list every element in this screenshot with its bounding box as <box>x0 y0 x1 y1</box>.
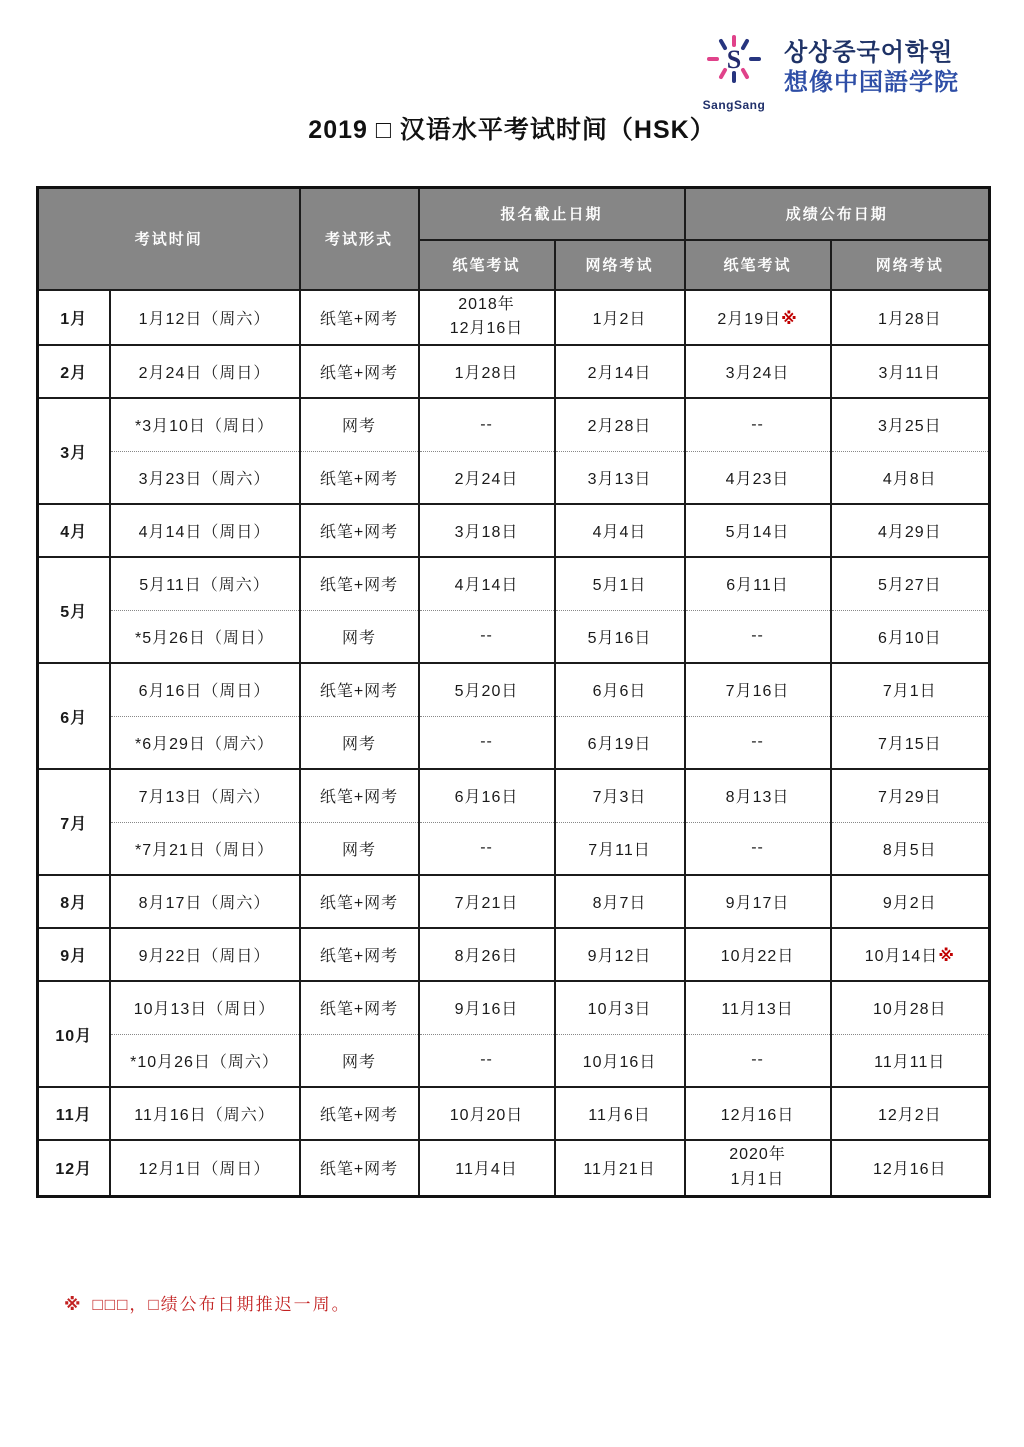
pub-net-cell: 6月10日 <box>831 610 990 663</box>
form-cell: 纸笔+网考 <box>300 875 419 928</box>
pub-paper-cell: -- <box>685 716 831 769</box>
pub-net-cell: 4月29日 <box>831 504 990 557</box>
reg-paper-cell: 7月21日 <box>419 875 555 928</box>
asterisk-mark: ※ <box>938 948 955 966</box>
pub-net-cell: 9月2日 <box>831 875 990 928</box>
pub-net-cell: 7月15日 <box>831 716 990 769</box>
logo-names <box>784 34 959 98</box>
month-cell: 3月 <box>38 398 110 504</box>
form-cell: 网考 <box>300 610 419 663</box>
date-cell: *6月29日（周六） <box>110 716 300 769</box>
date-cell: *3月10日（周日） <box>110 398 300 451</box>
form-cell: 纸笔+网考 <box>300 504 419 557</box>
table-row <box>38 398 990 451</box>
form-cell: 网考 <box>300 716 419 769</box>
pub-net-cell: 5月27日 <box>831 557 990 610</box>
footnote <box>64 1290 351 1315</box>
form-cell: 纸笔+网考 <box>300 290 419 346</box>
reg-paper-cell: 5月20日 <box>419 663 555 716</box>
school-logo <box>700 34 959 112</box>
table-row <box>38 451 990 504</box>
date-cell: 10月13日（周日） <box>110 981 300 1034</box>
table-row <box>38 1140 990 1196</box>
form-cell: 纸笔+网考 <box>300 663 419 716</box>
pub-paper-cell: 2020年 1月1日 <box>685 1140 831 1196</box>
form-cell: 纸笔+网考 <box>300 928 419 981</box>
month-cell: 2月 <box>38 345 110 398</box>
pub-net-cell: 3月11日 <box>831 345 990 398</box>
table-row <box>38 345 990 398</box>
reg-paper-cell: -- <box>419 610 555 663</box>
reg-net-cell: 1月2日 <box>555 290 685 346</box>
month-cell: 4月 <box>38 504 110 557</box>
month-cell: 9月 <box>38 928 110 981</box>
table-row <box>38 928 990 981</box>
form-cell: 纸笔+网考 <box>300 451 419 504</box>
table-row <box>38 557 990 610</box>
form-cell: 纸笔+网考 <box>300 1087 419 1140</box>
pub-paper-cell: -- <box>685 1034 831 1087</box>
col-header-score-release: 成绩公布日期 <box>685 188 990 240</box>
asterisk-mark: ※ <box>781 310 798 328</box>
reg-paper-cell: 2月24日 <box>419 451 555 504</box>
reg-net-cell: 5月16日 <box>555 610 685 663</box>
form-cell: 纸笔+网考 <box>300 345 419 398</box>
reg-net-cell: 10月3日 <box>555 981 685 1034</box>
date-cell: 2月24日（周日） <box>110 345 300 398</box>
pub-paper-cell: 7月16日 <box>685 663 831 716</box>
reg-paper-cell: -- <box>419 716 555 769</box>
form-cell: 纸笔+网考 <box>300 769 419 822</box>
reg-paper-cell: 6月16日 <box>419 769 555 822</box>
date-cell: 12月1日（周日） <box>110 1140 300 1196</box>
pub-paper-cell: 8月13日 <box>685 769 831 822</box>
month-cell: 7月 <box>38 769 110 875</box>
pub-paper-cell: 10月22日 <box>685 928 831 981</box>
table-row <box>38 822 990 875</box>
pub-paper-cell: 12月16日 <box>685 1087 831 1140</box>
date-cell: 3月23日（周六） <box>110 451 300 504</box>
month-cell: 10月 <box>38 981 110 1087</box>
form-cell: 纸笔+网考 <box>300 981 419 1034</box>
table-row <box>38 716 990 769</box>
pub-paper-cell: 9月17日 <box>685 875 831 928</box>
month-cell: 5月 <box>38 557 110 663</box>
table-row <box>38 504 990 557</box>
month-cell: 12月 <box>38 1140 110 1196</box>
pub-paper-cell: 11月13日 <box>685 981 831 1034</box>
reg-paper-cell: 9月16日 <box>419 981 555 1034</box>
sangsang-logo-icon <box>700 34 768 112</box>
month-cell: 1月 <box>38 290 110 346</box>
pub-paper-cell: 5月14日 <box>685 504 831 557</box>
reg-paper-cell: 10月20日 <box>419 1087 555 1140</box>
reg-net-cell: 7月3日 <box>555 769 685 822</box>
reg-paper-cell: 11月4日 <box>419 1140 555 1196</box>
pub-net-cell: 10月14日※ <box>831 928 990 981</box>
month-cell: 11月 <box>38 1087 110 1140</box>
pub-net-cell: 11月11日 <box>831 1034 990 1087</box>
reg-net-cell: 10月16日 <box>555 1034 685 1087</box>
reg-paper-cell: 8月26日 <box>419 928 555 981</box>
date-cell: *5月26日（周日） <box>110 610 300 663</box>
pub-net-cell: 7月29日 <box>831 769 990 822</box>
form-cell: 网考 <box>300 822 419 875</box>
month-cell: 8月 <box>38 875 110 928</box>
col-header-reg-paper: 纸笔考试 <box>419 240 555 290</box>
footnote-text: □□□，□绩公布日期推迟一周。 <box>92 1295 351 1314</box>
date-cell: 4月14日（周日） <box>110 504 300 557</box>
sangsang-burst-icon <box>703 34 765 92</box>
table-row <box>38 1034 990 1087</box>
reg-net-cell: 9月12日 <box>555 928 685 981</box>
table-row <box>38 875 990 928</box>
month-cell: 6月 <box>38 663 110 769</box>
reg-net-cell: 5月1日 <box>555 557 685 610</box>
reg-net-cell: 3月13日 <box>555 451 685 504</box>
pub-net-cell: 10月28日 <box>831 981 990 1034</box>
reg-paper-cell: 4月14日 <box>419 557 555 610</box>
date-cell: 8月17日（周六） <box>110 875 300 928</box>
pub-net-cell: 4月8日 <box>831 451 990 504</box>
reg-net-cell: 11月6日 <box>555 1087 685 1140</box>
reg-net-cell: 7月11日 <box>555 822 685 875</box>
pub-paper-cell: -- <box>685 610 831 663</box>
pub-net-cell: 7月1日 <box>831 663 990 716</box>
pub-net-cell: 8月5日 <box>831 822 990 875</box>
logo-chinese-name: 想像中国語学院 <box>784 69 959 96</box>
table-row <box>38 769 990 822</box>
form-cell: 网考 <box>300 1034 419 1087</box>
table-row <box>38 663 990 716</box>
col-header-exam-time: 考试时间 <box>38 188 300 290</box>
table-row <box>38 1087 990 1140</box>
pub-paper-cell: -- <box>685 822 831 875</box>
page-title: 2019 □ 汉语水平考试时间（HSK） <box>308 116 716 144</box>
date-cell: 5月11日（周六） <box>110 557 300 610</box>
reg-net-cell: 2月28日 <box>555 398 685 451</box>
col-header-reg-deadline: 报名截止日期 <box>419 188 685 240</box>
col-header-pub-paper: 纸笔考试 <box>685 240 831 290</box>
date-cell: *7月21日（周日） <box>110 822 300 875</box>
footnote-asterisk-mark: ※ <box>64 1295 83 1314</box>
table-row <box>38 981 990 1034</box>
pub-paper-cell: 4月23日 <box>685 451 831 504</box>
schedule-table-body <box>38 290 990 1197</box>
pub-net-cell: 3月25日 <box>831 398 990 451</box>
form-cell: 网考 <box>300 398 419 451</box>
logo-korean-name: 상상중국어학원 <box>784 39 954 66</box>
pub-net-cell: 12月16日 <box>831 1140 990 1196</box>
pub-net-cell: 1月28日 <box>831 290 990 346</box>
date-cell: *10月26日（周六） <box>110 1034 300 1087</box>
reg-net-cell: 6月6日 <box>555 663 685 716</box>
pub-net-cell: 12月2日 <box>831 1087 990 1140</box>
col-header-exam-form: 考试形式 <box>300 188 419 290</box>
reg-net-cell: 11月21日 <box>555 1140 685 1196</box>
schedule-table-wrap <box>36 186 991 1198</box>
reg-net-cell: 2月14日 <box>555 345 685 398</box>
date-cell: 1月12日（周六） <box>110 290 300 346</box>
pub-paper-cell: 2月19日※ <box>685 290 831 346</box>
date-cell: 7月13日（周六） <box>110 769 300 822</box>
svg-text:S: S <box>726 45 742 74</box>
col-header-reg-net: 网络考试 <box>555 240 685 290</box>
reg-net-cell: 4月4日 <box>555 504 685 557</box>
pub-paper-cell: 3月24日 <box>685 345 831 398</box>
reg-paper-cell: 1月28日 <box>419 345 555 398</box>
reg-paper-cell: -- <box>419 1034 555 1087</box>
reg-net-cell: 8月7日 <box>555 875 685 928</box>
reg-paper-cell: -- <box>419 822 555 875</box>
date-cell: 9月22日（周日） <box>110 928 300 981</box>
date-cell: 6月16日（周日） <box>110 663 300 716</box>
pub-paper-cell: 6月11日 <box>685 557 831 610</box>
table-row <box>38 610 990 663</box>
col-header-pub-net: 网络考试 <box>831 240 990 290</box>
table-row <box>38 290 990 346</box>
form-cell: 纸笔+网考 <box>300 1140 419 1196</box>
reg-paper-cell: 2018年 12月16日 <box>419 290 555 346</box>
schedule-table <box>36 186 991 1198</box>
reg-net-cell: 6月19日 <box>555 716 685 769</box>
reg-paper-cell: -- <box>419 398 555 451</box>
logo-wordmark: SangSang <box>702 98 766 112</box>
pub-paper-cell: -- <box>685 398 831 451</box>
form-cell: 纸笔+网考 <box>300 557 419 610</box>
reg-paper-cell: 3月18日 <box>419 504 555 557</box>
date-cell: 11月16日（周六） <box>110 1087 300 1140</box>
